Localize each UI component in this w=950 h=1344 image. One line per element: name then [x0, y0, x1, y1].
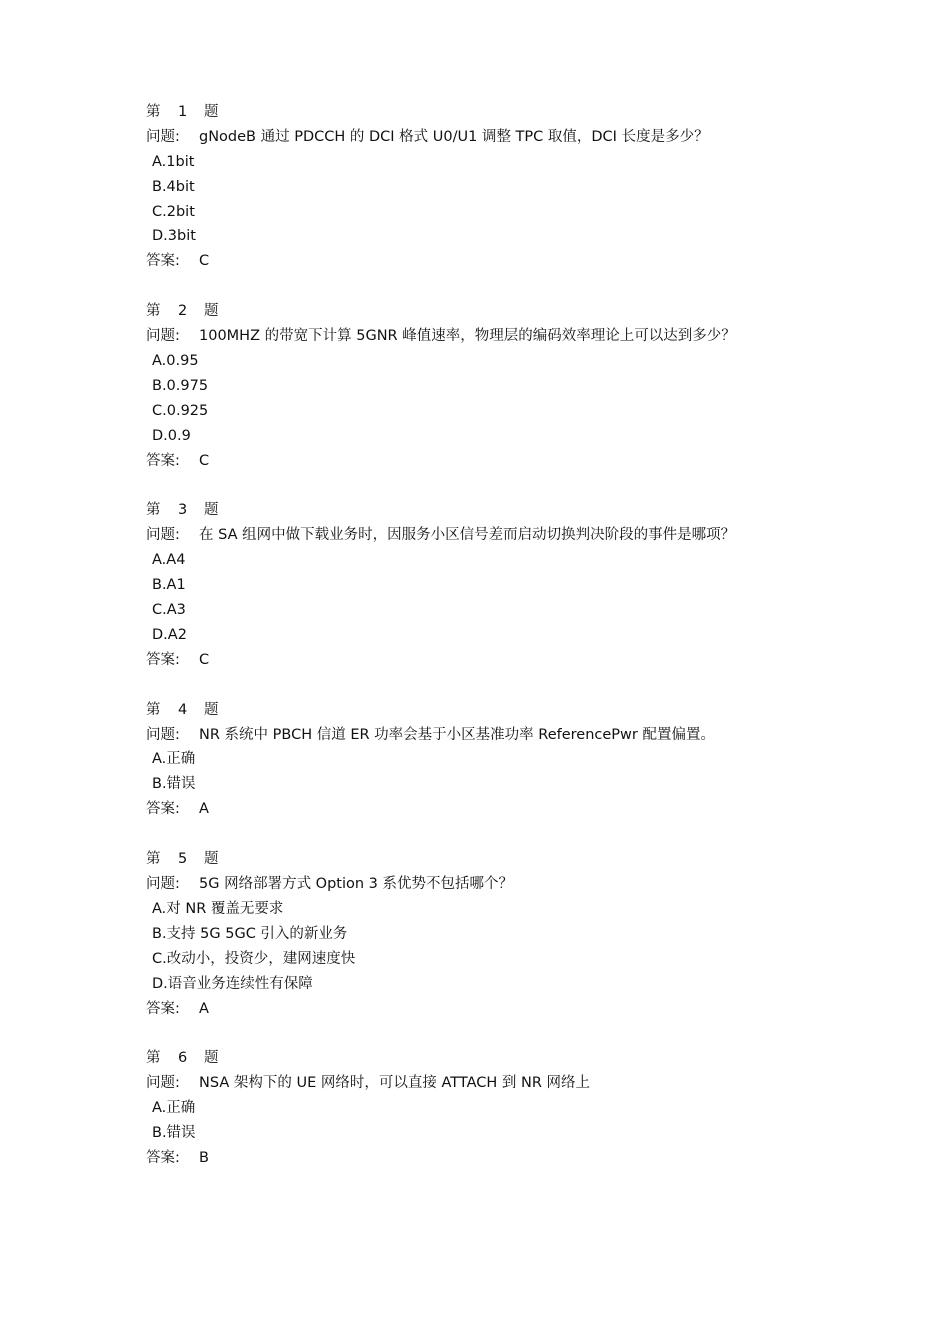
question-block	[146, 1046, 826, 1170]
question-text: NR 系统中 PBCH 信道 ER 功率会基于小区基准功率 ReferencePwr 配置偏置。	[199, 726, 715, 743]
question-text-line	[146, 1071, 826, 1096]
answer-value: B	[199, 1149, 209, 1166]
option-c: C.改动小，投资少，建网速度快	[152, 950, 356, 967]
question-suffix: 题	[204, 1050, 219, 1067]
option-b: B.4bit	[152, 178, 195, 195]
question-suffix: 题	[204, 303, 219, 320]
question-text-line	[146, 523, 826, 548]
answer-line	[146, 648, 826, 673]
option-c: C.0.925	[152, 402, 209, 419]
question-prefix: 第	[146, 851, 161, 868]
option-b: B.0.975	[152, 377, 209, 394]
question-prefix: 第	[146, 701, 161, 718]
answer-value: C	[199, 452, 210, 469]
question-label: 问题:	[146, 128, 180, 145]
question-suffix: 题	[204, 104, 219, 120]
question-label: 问题:	[146, 1075, 180, 1092]
option-d: D.3bit	[152, 228, 196, 245]
question-number: 6	[178, 1050, 188, 1067]
option-b: B.支持 5G 5GC 引入的新业务	[152, 925, 348, 942]
question-number: 4	[178, 701, 188, 718]
question-text-line	[146, 125, 826, 150]
question-text-line	[146, 723, 826, 748]
question-number-line	[146, 847, 826, 872]
question-number: 1	[178, 104, 188, 120]
option-c: C.A3	[152, 602, 186, 619]
option-b: B.错误	[152, 776, 196, 793]
answer-value: A	[199, 1000, 209, 1017]
question-text-line	[146, 324, 826, 349]
option-a: A.对 NR 覆盖无要求	[152, 900, 284, 917]
answer-line	[146, 449, 826, 474]
question-suffix: 题	[204, 851, 219, 868]
question-text: 100MHZ 的带宽下计算 5GNR 峰值速率，物理层的编码效率理论上可以达到多少？	[199, 328, 736, 345]
question-number-line	[146, 498, 826, 523]
answer-line	[146, 1146, 826, 1171]
question-prefix: 第	[146, 303, 161, 320]
answer-value: C	[199, 651, 210, 668]
question-label: 问题:	[146, 328, 180, 345]
question-list	[146, 100, 826, 1196]
question-number: 5	[178, 851, 188, 868]
option-a: A.正确	[152, 1100, 196, 1117]
question-prefix: 第	[146, 502, 161, 519]
answer-label: 答案:	[146, 651, 180, 668]
question-suffix: 题	[204, 502, 219, 519]
question-block	[146, 498, 826, 672]
option-a: A.A4	[152, 552, 186, 569]
question-text: 在 SA 组网中做下载业务时，因服务小区信号差而启动切换判决阶段的事件是哪项？	[199, 527, 736, 544]
question-number: 2	[178, 303, 188, 320]
option-b: B.错误	[152, 1125, 196, 1142]
question-number-line	[146, 100, 826, 125]
question-label: 问题:	[146, 726, 180, 743]
question-prefix: 第	[146, 1050, 161, 1067]
question-block	[146, 100, 826, 274]
option-c: C.2bit	[152, 203, 195, 220]
question-suffix: 题	[204, 701, 219, 718]
question-text: gNodeB 通过 PDCCH 的 DCI 格式 U0/U1 调整 TPC 取值，DCI 长度是多少？	[199, 128, 709, 145]
option-a: A.1bit	[152, 153, 195, 170]
question-number-line	[146, 698, 826, 723]
question-text: NSA 架构下的 UE 网络时，可以直接 ATTACH 到 NR 网络上	[199, 1075, 591, 1092]
answer-label: 答案:	[146, 253, 180, 270]
question-number-line	[146, 299, 826, 324]
answer-value: C	[199, 253, 210, 270]
option-d: D.语音业务连续性有保障	[152, 975, 313, 992]
answer-value: A	[199, 801, 209, 818]
question-text-line	[146, 872, 826, 897]
answer-line	[146, 797, 826, 822]
answer-line	[146, 997, 826, 1022]
question-text: 5G 网络部署方式 Option 3 系优势不包括哪个？	[199, 876, 514, 893]
question-number-line	[146, 1046, 826, 1071]
question-number: 3	[178, 502, 188, 519]
option-a: A.0.95	[152, 353, 199, 370]
answer-label: 答案:	[146, 1000, 180, 1017]
option-d: D.0.9	[152, 427, 191, 444]
question-label: 问题:	[146, 527, 180, 544]
answer-label: 答案:	[146, 801, 180, 818]
question-prefix: 第	[146, 104, 161, 120]
question-block	[146, 847, 826, 1021]
question-block	[146, 698, 826, 822]
option-b: B.A1	[152, 577, 186, 594]
answer-line	[146, 249, 826, 274]
option-d: D.A2	[152, 626, 187, 643]
question-label: 问题:	[146, 876, 180, 893]
option-a: A.正确	[152, 751, 196, 768]
question-block	[146, 299, 826, 473]
answer-label: 答案:	[146, 1149, 180, 1166]
answer-label: 答案:	[146, 452, 180, 469]
